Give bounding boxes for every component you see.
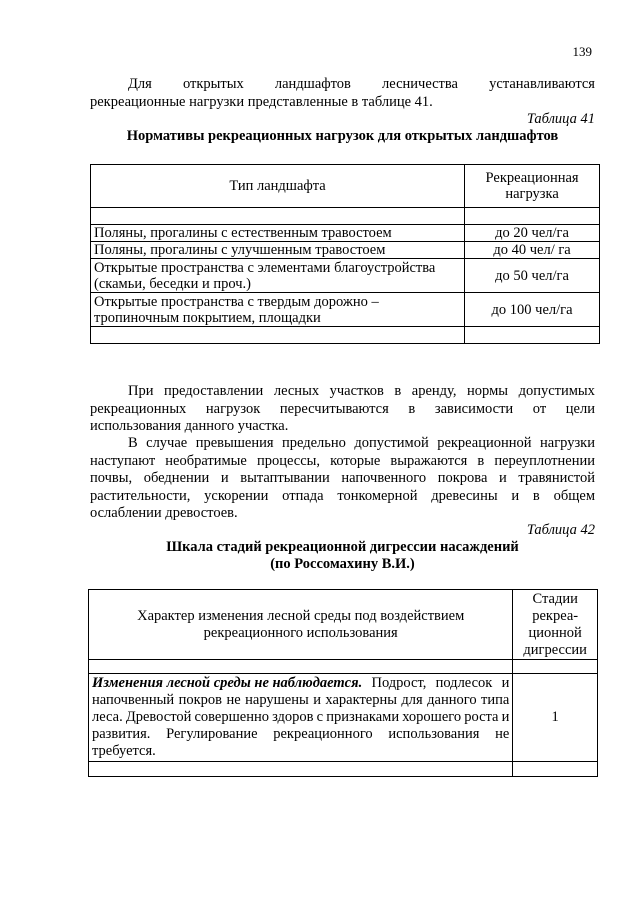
word: подлесок: [435, 675, 493, 691]
word: Для: [128, 76, 152, 92]
word: характерны: [325, 692, 397, 708]
cell-text-line: требуется.: [92, 743, 156, 759]
table41-title: Нормативы рекреационных нагрузок для открытых ландшафтов: [126, 128, 559, 144]
word: и: [501, 709, 510, 725]
table-cell: [89, 660, 513, 674]
table-row-empty: [91, 327, 600, 344]
table-cell-stage: 1: [513, 674, 598, 762]
cell-text-line: Открытые пространства с твердым дорожно –: [94, 293, 379, 310]
cell-text-line: [92, 675, 509, 692]
table-cell: [513, 660, 598, 674]
table-row-empty: [89, 660, 598, 674]
header-text-line: рекреа-: [532, 607, 579, 624]
header-text-line: нагрузка: [505, 186, 559, 202]
header-text-line: Рекреационная: [485, 170, 579, 186]
paragraph-degradation: [90, 435, 595, 523]
table-cell: [89, 762, 513, 777]
table-header-row: [91, 165, 600, 208]
paragraph-lease: [90, 383, 595, 436]
paragraph-line: наступают необратимые процессы, которые выражаются в переуплотнении: [90, 452, 595, 469]
word: допустимых: [518, 383, 595, 399]
table-header-row: [89, 590, 598, 660]
cell-text-line: [92, 726, 509, 743]
word: лесных: [273, 383, 320, 399]
table-42: [88, 589, 598, 777]
word: напочвенный: [92, 692, 175, 708]
word: зависимости: [434, 400, 514, 417]
word: устанавливаются: [489, 76, 595, 92]
word: участков: [329, 383, 384, 399]
word: для: [401, 692, 423, 708]
title-line: (по Россомахину В.И.): [270, 556, 415, 572]
cell-text-line: Открытые пространства с элементами благоустройства: [94, 259, 436, 276]
table-cell-load: до 40 чел/ га: [465, 242, 600, 259]
page-number: 139: [572, 44, 592, 59]
paragraph-line: [90, 401, 595, 419]
word: данного: [427, 692, 477, 708]
header-text-line: ционной: [528, 624, 582, 641]
word: открытых: [182, 76, 244, 92]
table-row: [89, 674, 598, 762]
word: и: [313, 692, 321, 708]
word: предоставлении: [164, 383, 264, 399]
word: покров: [178, 692, 223, 708]
word: пересчитываются: [279, 400, 389, 417]
table-row: [91, 225, 600, 242]
word: и: [501, 675, 510, 691]
word: Подрост,: [371, 675, 427, 691]
word: от: [532, 400, 547, 417]
intro-paragraph: [90, 76, 595, 111]
word: аренду,: [411, 383, 457, 399]
paragraph-line: растительности, ускорении отпада тонкомерной древесины и в общем: [90, 487, 595, 504]
word: нарушены: [245, 692, 309, 708]
word: в: [394, 383, 402, 399]
header-cell-stage: [513, 590, 598, 660]
table-row-empty: [91, 208, 600, 225]
table42-title: [90, 539, 595, 573]
table-cell: [91, 208, 465, 225]
word: в: [408, 400, 416, 417]
header-text-line: дигрессии: [523, 641, 587, 658]
table-cell: [465, 327, 600, 344]
word: с: [316, 709, 324, 725]
word: Регулирование: [166, 726, 258, 742]
table-cell-type: [91, 259, 465, 293]
table-row: [91, 259, 600, 293]
table42-label: Таблица 42: [526, 522, 595, 538]
table-row: [91, 242, 600, 259]
intro-line-1: [90, 76, 595, 94]
word: не: [226, 692, 241, 708]
cell-lead-text: Изменения лесной среды не наблюдается.: [92, 675, 363, 691]
word: рекреационного: [273, 726, 373, 742]
word: хорошего: [402, 709, 462, 725]
table-cell-load: до 50 чел/га: [465, 259, 600, 293]
paragraph-line: [90, 383, 595, 401]
word: не: [495, 726, 510, 742]
paragraph-line: использования данного участка.: [90, 418, 289, 434]
table-cell-load: до 100 чел/га: [465, 293, 600, 327]
header-text-line: Характер изменения лесной среды под воздействием: [137, 607, 465, 624]
word: развития.: [92, 726, 151, 742]
cell-text-line: [92, 692, 509, 709]
paragraph-line: почвы, обеднении и вытаптывании напочвенного покрова и травянистой: [90, 470, 595, 486]
table41-label: Таблица 41: [526, 111, 595, 127]
word: рекреационных: [90, 400, 187, 417]
table-row-empty: [89, 762, 598, 777]
paragraph-line: В случае превышения предельно допустимой рекреационной нагрузки: [128, 435, 595, 451]
header-cell-type: Тип ландшафта: [91, 165, 465, 208]
table-cell-type: Поляны, прогалины с улучшенным травостоем: [91, 242, 465, 259]
header-cell-load: [465, 165, 600, 208]
table-41: [90, 164, 600, 344]
table-cell-type: Поляны, прогалины с естественным травостоем: [91, 225, 465, 242]
word: роста: [464, 709, 499, 725]
word: Древостой: [125, 709, 192, 725]
table-cell-type: [91, 293, 465, 327]
word: признаками: [326, 709, 400, 725]
cell-text-line: тропиночным покрытием, площадки: [94, 309, 321, 326]
table-cell-description: [89, 674, 513, 762]
cell-text-line: (скамьи, беседки и проч.): [94, 275, 251, 292]
word: нормы: [467, 383, 508, 399]
word: лесничества: [382, 76, 458, 92]
word: При: [128, 383, 154, 399]
word: типа: [481, 692, 510, 708]
header-text-line: рекреационного использования: [203, 624, 398, 641]
table-cell: [91, 327, 465, 344]
word: использования: [388, 726, 480, 742]
header-text-line: Стадии: [532, 590, 578, 607]
header-cell-description: [89, 590, 513, 660]
table-cell-load: до 20 чел/га: [465, 225, 600, 242]
intro-line-2: рекреационные нагрузки представленные в таблице 41.: [90, 93, 433, 110]
paragraph-line: ослаблении древостоев.: [90, 505, 238, 521]
table-cell: [513, 762, 598, 777]
word: нагрузок: [205, 400, 261, 417]
word: цели: [565, 400, 595, 417]
word: здоров: [272, 709, 314, 725]
cell-text-line: [92, 709, 509, 726]
title-line: Шкала стадий рекреационной дигрессии насаждений: [166, 539, 519, 555]
word: ландшафтов: [274, 76, 351, 92]
word: совершенно: [194, 709, 269, 725]
table-row: [91, 293, 600, 327]
table-cell: [465, 208, 600, 225]
word: леса.: [92, 709, 123, 725]
